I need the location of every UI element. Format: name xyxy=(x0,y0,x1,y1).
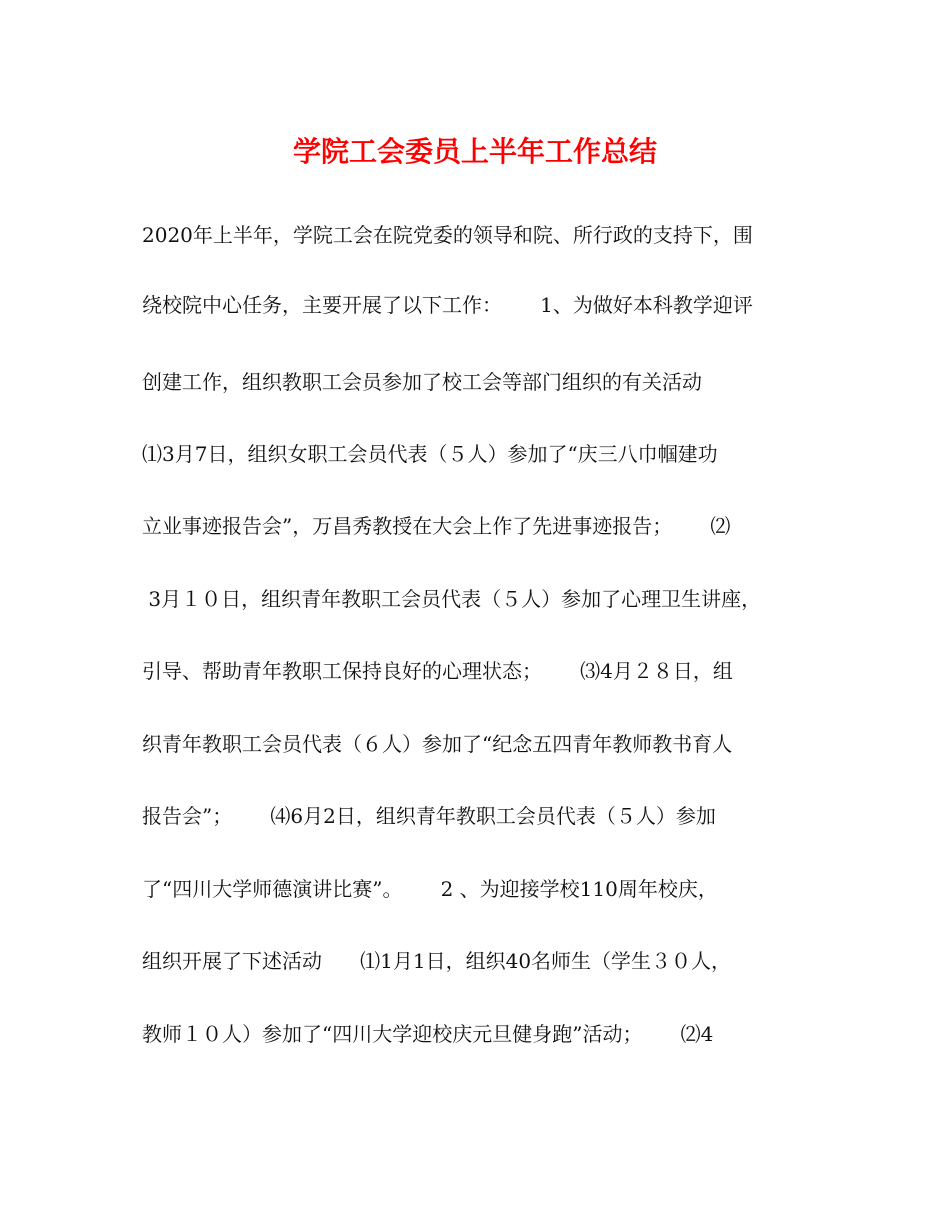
body-line-10: 了“四川大学师德演讲比赛”。 2 、为迎接学校110周年校庆， xyxy=(142,877,718,901)
body-line-2: 绕校院中心任务，主要开展了以下工作： 1、为做好本科教学迎评 xyxy=(142,293,753,317)
body-line-11: 组织开展了下述活动 ⑴1月1日，组织40名师生（学生３０人， xyxy=(142,949,732,973)
body-line-12: 教师１０人）参加了“四川大学迎校庆元旦健身跑”活动； ⑵4 xyxy=(142,1022,714,1046)
page-title: 学院工会委员上半年工作总结 xyxy=(292,135,657,168)
body-line-7: 引导、帮助青年教职工保持良好的心理状态； ⑶4月２８日，组 xyxy=(142,659,733,683)
body-line-3: 创建工作，组织教职工会员参加了校工会等部门组织的有关活动 xyxy=(142,370,702,394)
body-line-8: 织青年教职工会员代表（６人）参加了“纪念五四青年教师教书育人 xyxy=(142,732,733,756)
body-line-6: 3月１０日，组织青年教职工会员代表（５人）参加了心理卫生讲座， xyxy=(142,587,762,611)
body-line-1: 2020年上半年，学院工会在院党委的领导和院、所行政的支持下，围 xyxy=(142,223,753,247)
body-line-4: ⑴3月7日，组织女职工会员代表（５人）参加了“庆三八巾帼建功 xyxy=(142,442,718,466)
body-line-9: 报告会”； ⑷6月2日，组织青年教职工会员代表（５人）参加 xyxy=(142,804,716,828)
body-line-5: 立业事迹报告会”，万昌秀教授在大会上作了先进事迹报告； ⑵ xyxy=(142,514,731,538)
